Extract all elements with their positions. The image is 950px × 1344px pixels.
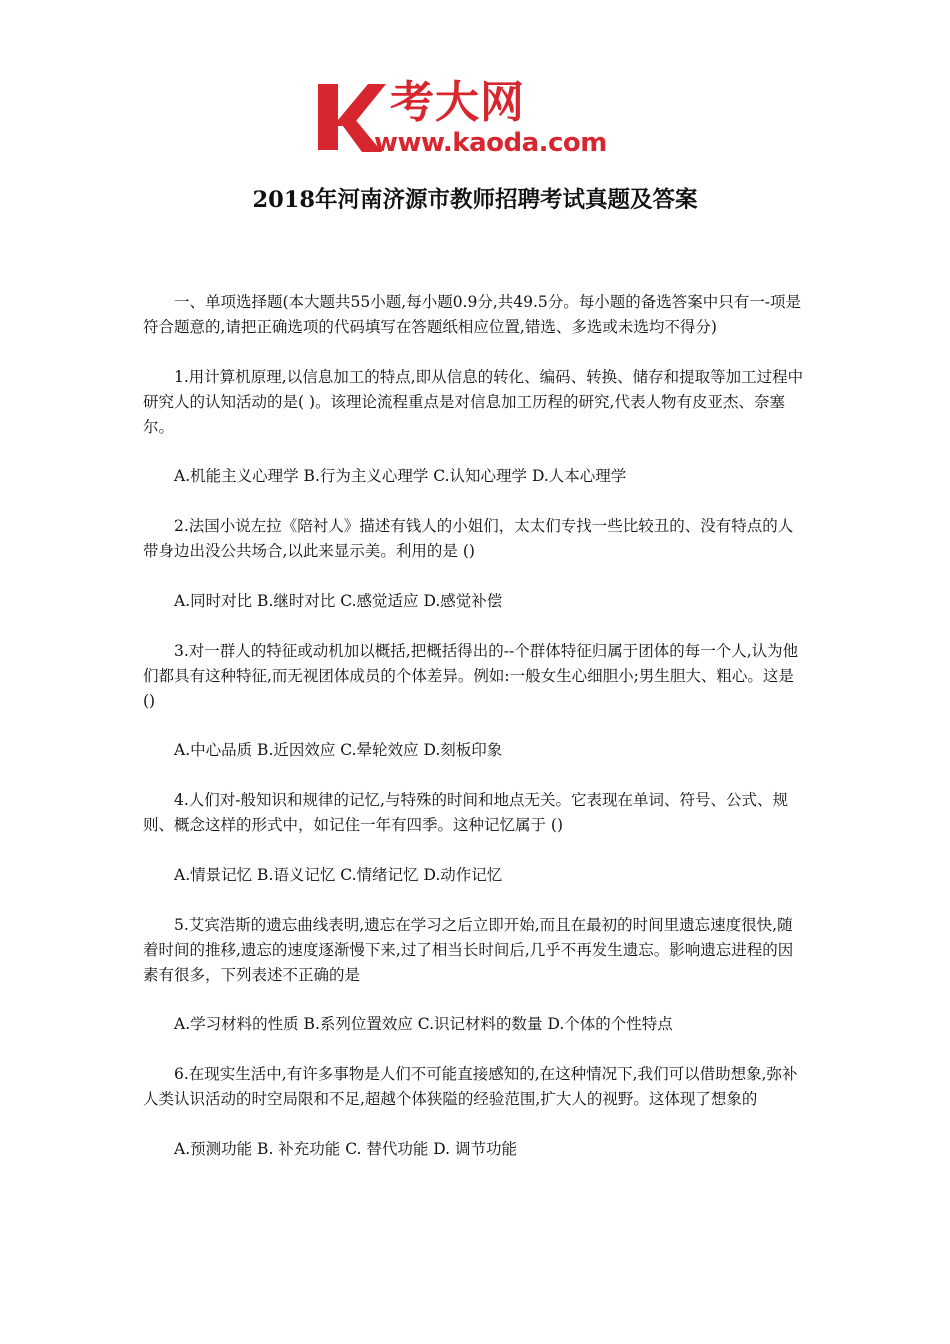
document-body [143, 290, 807, 1187]
question-options: A.机能主义心理学 B.行为主义心理学 C.认知心理学 D.人本心理学 [174, 467, 627, 485]
question-stem: 1.用计算机原理,以信息加工的特点,即从信息的转化、编码、转换、储存和提取等加工过程中研究人的认知活动的是( )。该理论流程重点是对信息加工历程的研究,代表人物有皮亚杰、奈塞尔。 [143, 367, 804, 436]
question-stem: 2.法国小说左拉《陪衬人》描述有钱人的小姐们，太太们专找一些比较丑的、没有特点的人带身边出没公共场合,以此来显示美。利用的是 () [143, 517, 794, 560]
question-stem: 6.在现实生活中,有许多事物是人们不可能直接感知的,在这种情况下,我们可以借助想象,弥补人类认识活动的时空局限和不足,超越个体狭隘的经验范围,扩大人的视野。这体现了想象的 [143, 1065, 798, 1108]
logo-url-text: www.kaoda.com [374, 128, 607, 158]
document-title: 2018年河南济源市教师招聘考试真题及答案 [252, 187, 698, 213]
question-options: A.预测功能 B. 补充功能 C. 替代功能 D. 调节功能 [174, 1139, 518, 1158]
logo-chinese-text: 考大网 [390, 77, 525, 128]
question-options: A.学习材料的性质 B.系列位置效应 C.识记材料的数量 D.个体的个性特点 [174, 1015, 673, 1033]
question-options: A.情景记忆 B.语义记忆 C.情绪记忆 D.动作记忆 [174, 865, 503, 884]
kaoda-logo [316, 78, 640, 160]
question-stem: 5.艾宾浩斯的遗忘曲线表明,遗忘在学习之后立即开始,而且在最初的时间里遗忘速度很快,随着时间的推移,遗忘的速度逐渐慢下来,过了相当长时间后,几乎不再发生遗忘。影响遗忘进程的因素有很多，下列表述不正确的是 [143, 915, 794, 984]
section-intro: 一、单项选择题(本大题共55小题,每小题0.9分,共49.5分。每小题的备选答案中只有一-项是符合题意的,请把正确选项的代码填写在答题纸相应位置,错选、多选或未选均不得分) [143, 293, 802, 336]
question-stem: 4.人们对-般知识和规律的记忆,与特殊的时间和地点无关。它表现在单词、符号、公式、规则、概念这样的形式中，如记住一年有四季。这种记忆属于 () [143, 791, 788, 834]
question-options: A.中心品质 B.近因效应 C.晕轮效应 D.刻板印象 [174, 741, 503, 759]
question-stem: 3.对一群人的特征或动机加以概括,把概括得出的--个群体特征归属于团体的每一个人,认为他们都具有这种特征,而无视团体成员的个体差异。例如:一般女生心细胆小;男生胆大、粗心。这是 () [143, 641, 799, 710]
question-options: A.同时对比 B.继时对比 C.感觉适应 D.感觉补偿 [174, 591, 503, 610]
